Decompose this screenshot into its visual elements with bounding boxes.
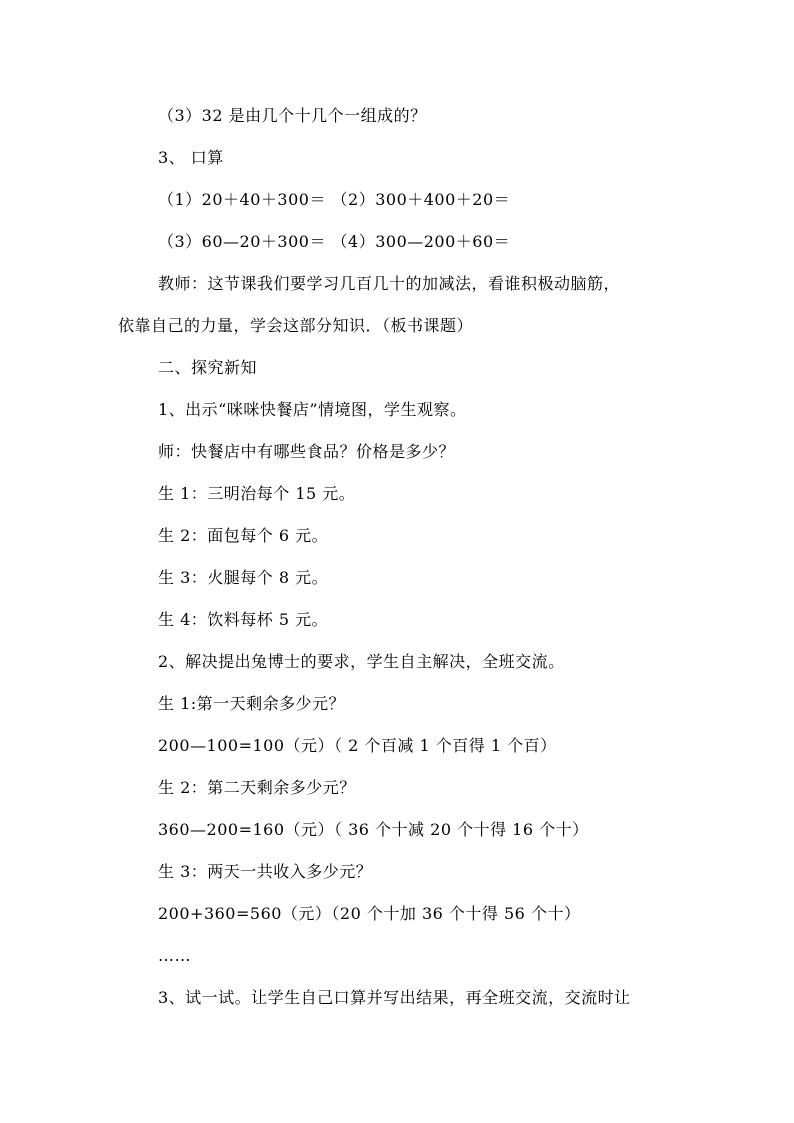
student-3-answer: 生 3：火腿每个 8 元。	[158, 568, 329, 587]
ellipsis-line: ……	[158, 946, 191, 965]
step-3-line: 3、试一试。让学生自己口算并写出结果，再全班交流，交流时让	[158, 988, 631, 1007]
equation-day-2: 360—200=160（元）（ 36 个十减 20 个十得 16 个十）	[158, 820, 589, 839]
equation-total: 200+360=560（元）（20 个十加 36 个十得 56 个十）	[158, 904, 581, 923]
question-3-line: （3）32 是由几个十几个一组成的？	[158, 106, 427, 125]
section-oral-calculation-heading: 3、 口算	[158, 148, 224, 167]
calc-problems-3-4: （3）60—20＋300＝ （4）300—200＋60＝	[158, 232, 511, 251]
student-2-answer: 生 2：面包每个 6 元。	[158, 526, 329, 545]
step-1-line: 1、出示“咪咪快餐店”情境图，学生观察。	[158, 400, 467, 419]
student-2-question: 生 2：第二天剩余多少元？	[158, 778, 356, 797]
student-1-question: 生 1:第一天剩余多少元？	[158, 694, 346, 713]
student-3-question: 生 3：两天一共收入多少元？	[158, 862, 373, 881]
teacher-question-line: 师：快餐店中有哪些食品？价格是多少？	[158, 442, 456, 461]
student-4-answer: 生 4：饮料每杯 5 元。	[158, 610, 329, 629]
teacher-intro-line-1: 教师：这节课我们要学习几百几十的加减法，看谁积极动脑筋，	[158, 274, 621, 293]
calc-problems-1-2: （1）20＋40＋300＝ （2）300＋400＋20＝	[158, 190, 511, 209]
equation-day-1: 200—100=100（元）（ 2 个百减 1 个百得 1 个百）	[158, 736, 557, 755]
section-explore-heading: 二、探究新知	[158, 358, 258, 377]
student-1-answer: 生 1：三明治每个 15 元。	[158, 484, 356, 503]
teacher-intro-line-2: 依靠自己的力量，学会这部分知识．（板书课题）	[118, 316, 474, 335]
step-2-line: 2、解决提出兔博士的要求，学生自主解决，全班交流。	[158, 652, 565, 671]
